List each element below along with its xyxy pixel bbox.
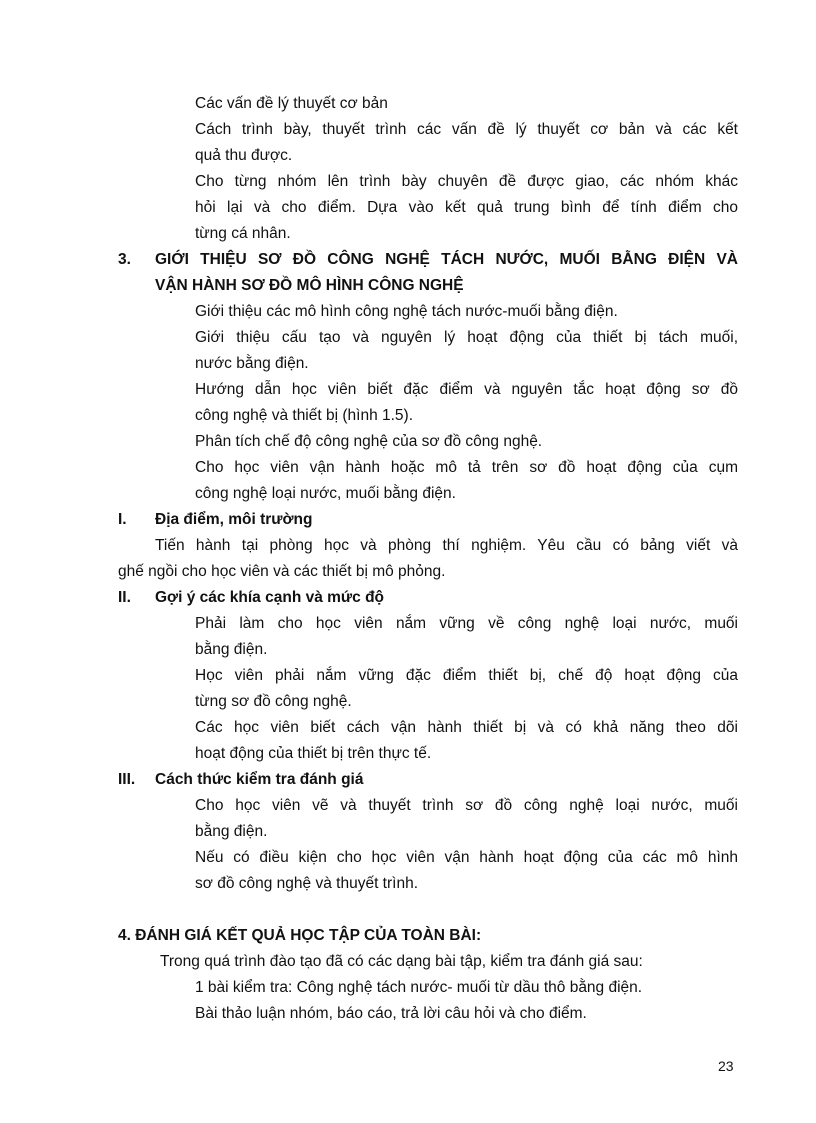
section-4-item: 1 bài kiểm tra: Công nghệ tách nước- muối từ dầu thô bằng điện. [195, 979, 643, 996]
section-4-intro: Trong quá trình đào tạo đã có các dạng bài tập, kiểm tra đánh giá sau: [160, 953, 643, 970]
intro-line: quả thu được. [195, 147, 293, 164]
intro-line: hỏi lại và cho điểm. Dựa vào kết quả trung bình để tính điểm cho [195, 199, 738, 216]
section-i-heading: Địa điểm, môi trường [155, 511, 313, 528]
section-3-heading: VẬN HÀNH SƠ ĐỒ MÔ HÌNH CÔNG NGHỆ [155, 277, 464, 294]
section-iii-number: III. [118, 771, 136, 788]
section-iii-heading: Cách thức kiểm tra đánh giá [155, 771, 364, 788]
section-3-item: Hướng dẫn học viên biết đặc điểm và nguyên tắc hoạt động sơ đồ [195, 381, 738, 398]
section-ii-number: II. [118, 589, 131, 606]
section-iii-item: Nếu có điều kiện cho học viên vận hành hoạt động của các mô hình [195, 849, 738, 866]
section-ii-item: từng sơ đồ công nghệ. [195, 693, 352, 710]
intro-line: Cho từng nhóm lên trình bày chuyên đề được giao, các nhóm khác [195, 173, 738, 190]
section-i-number: I. [118, 511, 127, 528]
section-3-item: Giới thiệu các mô hình công nghệ tách nước-muối bằng điện. [195, 303, 618, 320]
section-i-text: ghế ngồi cho học viên và các thiết bị mô phỏng. [118, 563, 446, 580]
section-3-item: công nghệ và thiết bị (hình 1.5). [195, 407, 414, 424]
section-iii-item: bằng điện. [195, 823, 268, 840]
section-ii-heading: Gợi ý các khía cạnh và mức độ [155, 589, 385, 606]
section-ii-item: Các học viên biết cách vận hành thiết bị và có khả năng theo dõi [195, 719, 738, 736]
intro-line: Cách trình bày, thuyết trình các vấn đề lý thuyết cơ bản và các kết [195, 121, 738, 138]
section-ii-item: hoạt động của thiết bị trên thực tế. [195, 745, 432, 762]
section-iii-item: Cho học viên vẽ và thuyết trình sơ đồ công nghệ loại nước, muối [195, 797, 738, 814]
section-ii-item: Phải làm cho học viên nắm vững về công nghệ loại nước, muối [195, 615, 738, 632]
section-iii-item: sơ đồ công nghệ và thuyết trình. [195, 875, 419, 892]
section-ii-item: Học viên phải nắm vững đặc điểm thiết bị, chế độ hoạt động của [195, 667, 738, 684]
intro-line: từng cá nhân. [195, 225, 291, 242]
section-i-text: Tiến hành tại phòng học và phòng thí nghiệm. Yêu cầu có bảng viết và [155, 537, 738, 554]
section-3-number: 3. [118, 251, 131, 268]
section-3-item: công nghệ loại nước, muối bằng điện. [195, 485, 456, 502]
section-4-item: Bài thảo luận nhóm, báo cáo, trả lời câu hỏi và cho điểm. [195, 1005, 587, 1022]
section-3-item: Giới thiệu cấu tạo và nguyên lý hoạt động của thiết bị tách muối, [195, 329, 738, 346]
section-3-item: nước bằng điện. [195, 355, 309, 372]
section-3-item: Cho học viên vận hành hoặc mô tả trên sơ đồ hoạt động của cụm [195, 459, 738, 476]
section-3-item: Phân tích chế độ công nghệ của sơ đồ công nghệ. [195, 433, 543, 450]
section-ii-item: bằng điện. [195, 641, 268, 658]
page-number: 23 [718, 1058, 734, 1074]
intro-line: Các vấn đề lý thuyết cơ bản [195, 95, 388, 112]
section-4-heading: 4. ĐÁNH GIÁ KẾT QUẢ HỌC TẬP CỦA TOÀN BÀI: [118, 927, 482, 944]
section-3-heading: GIỚI THIỆU SƠ ĐỒ CÔNG NGHỆ TÁCH NƯỚC, MUỐI BẰNG ĐIỆN VÀ [155, 251, 738, 268]
